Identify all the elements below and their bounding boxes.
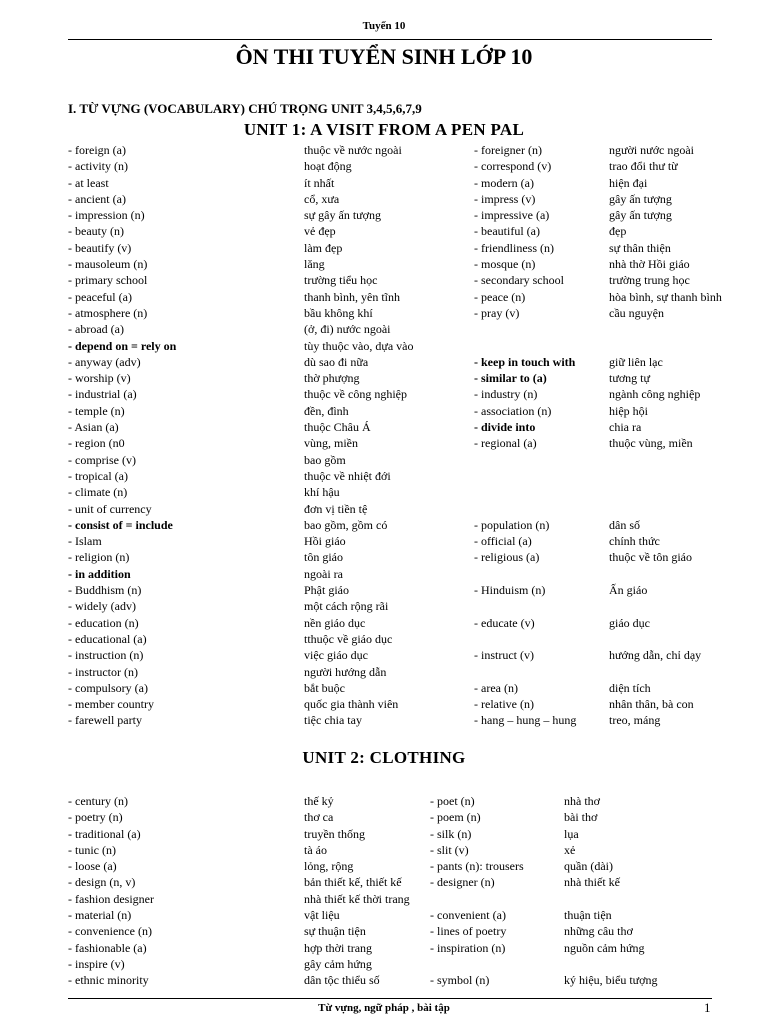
vocab-term: - lines of poetry [430,924,507,939]
vocab-meaning: tôn giáo [304,550,343,565]
vocab-term: - Buddhism (n) [68,583,142,598]
vocab-term: - activity (n) [68,159,128,174]
vocab-meaning: chính thức [609,534,660,549]
vocab-row [68,712,712,728]
vocab-meaning: nhà thiết kế [564,875,620,890]
vocab-meaning: dù sao đi nữa [304,354,369,369]
vocab-meaning: chia ra [609,420,642,435]
vocab-term: - foreigner (n) [474,143,542,157]
vocab-term: - industry (n) [474,387,538,402]
vocab-term: - poet (n) [430,794,475,808]
vocab-meaning: giữ liên lạc [609,354,663,369]
vocab-term: - fashionable (a) [68,940,147,955]
vocab-term: - at least [68,175,109,190]
vocab-row [68,891,712,907]
vocab-term: - ancient (a) [68,191,126,206]
vocab-meaning: nền giáo dục [304,615,366,630]
vocab-meaning: tương tự [609,371,651,386]
vocab-term: - consist of = include [68,517,173,532]
vocab-row [68,452,712,468]
vocab-term: - poetry (n) [68,810,123,825]
vocab-meaning: những câu thơ [564,924,633,939]
unit1-vocab-list [68,142,722,729]
vocab-term: - climate (n) [68,485,128,500]
vocab-meaning: thế kỷ [304,794,334,808]
vocab-term: - instruct (v) [474,648,534,663]
vocab-row [68,533,712,549]
vocab-meaning: thơ ca [304,810,334,825]
footer-text: Từ vựng, ngữ pháp , bài tập [318,1002,450,1014]
unit1-title: UNIT 1: A VISIT FROM A PEN PAL [243,120,525,139]
unit2-title: UNIT 2: CLOTHING [302,748,466,767]
vocab-term: - similar to (a) [474,371,547,386]
vocab-term: - farewell party [68,713,142,728]
vocab-row [68,582,712,598]
vocab-meaning: treo, máng [609,713,661,728]
vocab-term: - compulsory (a) [68,680,148,695]
vocab-meaning: thuộc về nhiệt đới [304,468,391,483]
vocab-row [68,680,712,696]
vocab-meaning: đền, đình [304,403,349,418]
vocab-term: - beautiful (a) [474,224,540,239]
vocab-term: - correspond (v) [474,159,552,174]
vocab-term: - divide into [474,420,536,435]
vocab-row [68,907,712,923]
vocab-term: - peaceful (a) [68,289,132,304]
vocab-term: - comprise (v) [68,452,136,467]
unit2-vocab-list [68,793,712,989]
vocab-meaning: gây ấn tượng [609,208,672,223]
vocab-term: - population (n) [474,517,550,532]
vocab-row [68,793,712,809]
vocab-meaning: lăng [304,257,325,272]
vocab-term: - anyway (adv) [68,354,141,369]
vocab-term: - convenient (a) [430,908,506,923]
vocab-meaning: thuộc về tôn giáo [609,550,692,565]
vocab-term: - modern (a) [474,175,534,190]
vocab-term: - secondary school [474,273,564,288]
vocab-meaning: lỏng, rộng [304,859,354,874]
vocab-term: - educate (v) [474,615,535,630]
vocab-meaning: cầu nguyện [609,305,664,320]
vocab-meaning: vật liệu [304,908,340,923]
vocab-term: - ethnic minority [68,973,149,988]
vocab-meaning: bao gồm, gồm có [304,517,388,532]
vocab-row [68,158,712,174]
vocab-meaning: cổ, xưa [304,191,340,206]
vocab-row [68,696,712,712]
vocab-term: - member country [68,697,154,712]
vocab-term: - education (n) [68,615,139,630]
vocab-row [68,647,712,663]
vocab-term: - pray (v) [474,305,520,320]
vocab-row [68,386,712,402]
vocab-row [68,549,712,565]
vocab-meaning: việc giáo dục [304,648,368,663]
vocab-term: - association (n) [474,403,552,418]
vocab-meaning: hiện đại [609,175,648,190]
vocab-meaning: hòa bình, sự thanh bình [609,289,722,304]
vocab-term: - loose (a) [68,859,117,874]
vocab-term: - beauty (n) [68,224,124,239]
vocab-row [68,940,712,956]
vocab-meaning: trường tiểu học [304,273,378,288]
vocab-meaning: diện tích [609,680,651,695]
vocab-row [68,419,712,435]
vocab-term: - keep in touch with [474,354,576,369]
vocab-meaning: thuộc về công nghiệp [304,387,407,402]
vocab-meaning: vùng, miền [304,436,358,451]
vocab-row [68,972,712,988]
vocab-term: - impressive (a) [474,208,550,223]
vocab-term: - pants (n): trousers [430,859,524,874]
vocab-meaning: hướng dẫn, chỉ dạy [609,648,702,663]
vocab-term: - Hinduism (n) [474,583,546,598]
vocab-meaning: thuận tiện [564,908,612,923]
vocab-meaning: bản thiết kế, thiết kế [304,875,402,890]
vocab-term: - inspiration (n) [430,940,506,955]
vocab-row [68,191,712,207]
vocab-row [68,142,712,158]
vocab-row [68,842,712,858]
page-title: ÔN THI TUYỂN SINH LỚP 10 [235,44,533,69]
vocab-row [68,615,712,631]
vocab-row [68,207,712,223]
vocab-meaning: hoạt động [304,159,352,174]
vocab-row [68,305,712,321]
vocab-row [68,874,712,890]
vocab-meaning: bài thơ [564,810,598,825]
vocab-meaning: đơn vị tiền tệ [304,501,368,516]
vocab-term: - religious (a) [474,550,540,565]
vocab-meaning: Hồi giáo [304,534,346,549]
vocab-meaning: sự thân thiện [609,240,671,255]
vocab-meaning: vẻ đẹp [304,224,336,239]
vocab-row [68,240,712,256]
vocab-row [68,631,712,647]
vocab-row [68,923,712,939]
vocab-meaning: nguồn cảm hứng [564,940,645,955]
vocab-term: - poem (n) [430,810,481,825]
vocab-term: - religion (n) [68,550,130,565]
vocab-term: - mosque (n) [474,257,536,272]
vocab-row [68,809,712,825]
vocab-meaning: Phật giáo [304,583,349,598]
vocab-term: - worship (v) [68,371,131,386]
vocab-term: - region (n0 [68,436,125,451]
vocab-term: - Asian (a) [68,420,119,435]
vocab-term: - symbol (n) [430,973,490,988]
vocab-meaning: ngành công nghiệp [609,387,701,402]
vocab-meaning: sự thuận tiện [304,924,366,939]
vocab-row [68,256,712,272]
vocab-term: - hang – hung – hung [474,713,577,728]
vocab-row [68,501,712,517]
vocab-meaning: giáo dục [609,615,650,630]
vocab-meaning: tthuộc về giáo dục [304,631,393,646]
vocab-meaning: truyền thống [304,826,365,841]
vocab-term: - area (n) [474,680,518,695]
vocab-meaning: thờ phượng [304,371,360,386]
vocab-meaning: trường trung học [609,273,690,288]
vocab-meaning: trao đổi thư từ [609,159,678,174]
vocab-meaning: quần (dài) [564,859,613,874]
vocab-meaning: ít nhất [304,175,335,190]
vocab-term: - inspire (v) [68,956,125,971]
vocab-term: - regional (a) [474,436,537,451]
vocab-row [68,435,712,451]
vocab-meaning: sự gây ấn tượng [304,208,382,223]
vocab-term: - traditional (a) [68,826,141,841]
vocab-row [68,289,722,305]
vocab-term: - abroad (a) [68,322,124,337]
vocab-term: - widely (adv) [68,599,136,614]
vocab-meaning: tà áo [304,842,327,857]
vocab-term: - relative (n) [474,697,534,712]
vocab-term: - design (n, v) [68,875,136,890]
footer-rule [68,998,712,999]
vocab-term: - foreign (a) [68,143,126,157]
vocab-meaning: nhà thờ Hồi giáo [609,257,690,272]
vocab-term: - educational (a) [68,631,147,646]
header-rule [68,39,712,40]
vocab-row [68,403,712,419]
vocab-meaning: ký hiệu, biểu tượng [564,973,658,988]
header-top-text: Tuyển 10 [362,20,406,32]
vocab-row [68,321,712,337]
vocab-term: - beautify (v) [68,240,132,255]
vocab-meaning: nhà thiết kế thời trang [304,891,410,906]
vocab-meaning: quốc gia thành viên [304,697,399,712]
vocab-meaning: hiệp hội [609,403,648,418]
vocab-row [68,370,712,386]
vocab-meaning: bầu không khí [304,305,373,320]
vocab-meaning: bao gồm [304,452,346,467]
vocab-row [68,956,712,972]
vocab-meaning: tiệc chia tay [304,713,362,728]
vocab-meaning: hợp thời trang [304,940,373,955]
vocab-meaning: gây ấn tượng [609,191,672,206]
vocab-meaning: gây cảm hứng [304,956,372,971]
vocab-term: - Islam [68,534,102,549]
vocab-meaning: Ấn giáo [609,583,648,598]
vocab-meaning: dân số [609,517,640,532]
vocab-term: - convenience (n) [68,924,152,939]
vocab-meaning: xẻ [564,842,576,857]
vocab-term: - mausoleum (n) [68,257,148,272]
vocab-term: - instructor (n) [68,664,138,679]
vocab-term: - depend on = rely on [68,338,177,353]
vocab-term: - industrial (a) [68,387,137,402]
vocab-meaning: thanh bình, yên tĩnh [304,289,400,304]
vocab-meaning: bắt buộc [304,680,345,695]
vocab-meaning: nhân thân, bà con [609,697,694,712]
vocab-meaning: người hướng dẫn [304,664,387,679]
vocab-term: - instruction (n) [68,648,144,663]
vocab-row [68,566,712,582]
vocab-meaning: người nước ngoài [609,143,695,157]
vocab-row [68,664,712,680]
vocab-row [68,272,712,288]
vocab-term: - atmosphere (n) [68,305,148,320]
vocab-term: - century (n) [68,794,128,808]
vocab-meaning: đẹp [609,224,627,239]
vocab-meaning: làm đẹp [304,240,343,255]
vocab-meaning: thuộc Châu Á [304,420,371,435]
vocab-term: - temple (n) [68,403,125,418]
vocab-row [68,598,712,614]
vocab-term: - unit of currency [68,501,152,516]
vocab-term: - fashion designer [68,891,154,906]
vocab-term: - material (n) [68,908,132,923]
vocab-meaning: dân tộc thiểu số [304,973,380,988]
vocab-meaning: ngoài ra [304,566,343,581]
vocab-term: - silk (n) [430,826,472,841]
vocab-row [68,826,712,842]
vocab-term: - designer (n) [430,875,495,890]
vocab-meaning: thuộc về nước ngoài [304,143,402,157]
vocab-row [68,517,712,533]
vocab-term: - tropical (a) [68,468,128,483]
vocab-row [68,175,712,191]
vocab-meaning: (ở, đi) nước ngoài [304,322,391,337]
vocab-row [68,484,712,500]
section-heading: I. TỪ VỰNG (VOCABULARY) CHÚ TRỌNG UNIT 3,4,5,6,7,9 [68,101,422,116]
vocab-term: - primary school [68,273,148,288]
vocab-term: - friendliness (n) [474,240,554,255]
vocab-row [68,858,712,874]
vocab-term: - tunic (n) [68,842,116,857]
vocab-meaning: một cách rộng rãi [304,599,389,614]
vocab-row [68,338,712,354]
vocab-meaning: nhà thơ [564,794,601,808]
vocab-meaning: thuộc vùng, miền [609,436,693,451]
vocab-term: - impression (n) [68,208,145,223]
page-number: 1 [704,1000,711,1015]
vocab-term: - in addition [68,566,131,581]
vocab-row [68,468,712,484]
vocab-row [68,354,712,370]
vocab-meaning: khí hậu [304,485,340,500]
vocab-term: - impress (v) [474,191,536,206]
vocab-row [68,223,712,239]
vocab-meaning: lụa [564,826,579,841]
vocab-meaning: tùy thuộc vào, dựa vào [304,338,414,353]
vocab-term: - peace (n) [474,289,526,304]
vocab-term: - official (a) [474,534,532,549]
vocab-term: - slit (v) [430,842,469,857]
